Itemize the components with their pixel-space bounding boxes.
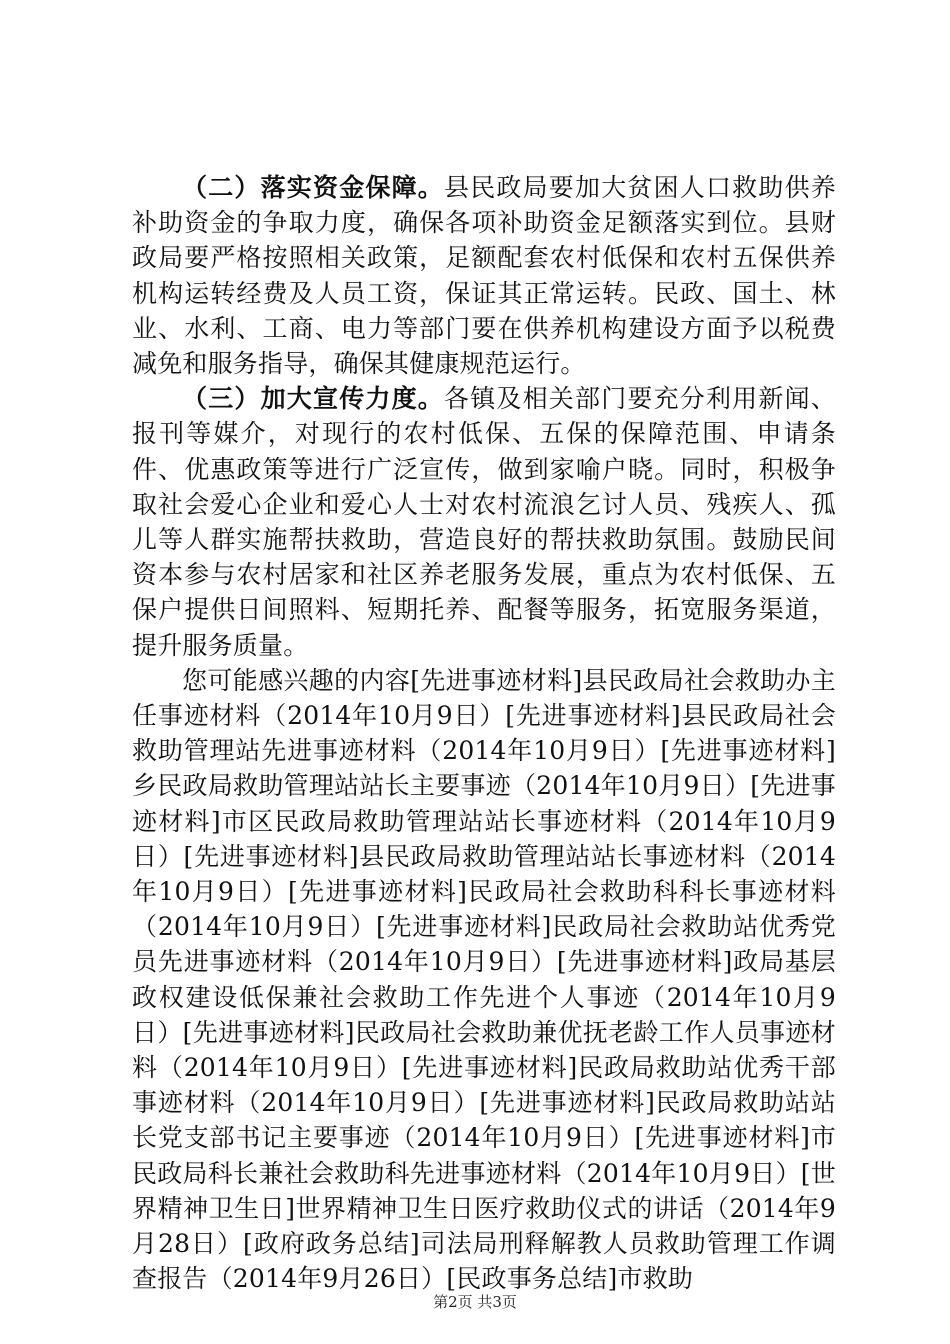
paragraph-publicity — [132, 381, 836, 663]
paragraph-text: 县民政局要加大贫困人口救助供养补助资金的争取力度，确保各项补助资金足额落实到位。县财政局要严格按照相关政策，足额配套农村低保和农村五保供养机构运转经费及人员工资，保证其正常运转。民政、国土、林业、水利、工商、电力等部门要在供养机构建设方面予以税费减免和服务指导，确保其健康规范运行。 — [132, 173, 836, 379]
paragraph-related-content — [132, 663, 836, 1297]
paragraph-text: 各镇及相关部门要充分利用新闻、报刊等媒介，对现行的农村低保、五保的保障范围、申请条件、优惠政策等进行广泛宣传，做到家喻户晓。同时，积极争取社会爱心企业和爱心人士对农村流浪乞讨人员、残疾人、孤儿等人群实施帮扶救助，营造良好的帮扶救助氛围。鼓励民间资本参与农村居家和社区养老服务发展，重点为农村低保、五保户提供日间照料、短期托养、配餐等服务，拓宽服务渠道，提升服务质量。 — [132, 384, 836, 660]
paragraph-funding — [132, 170, 836, 381]
document-body — [132, 170, 836, 1297]
paragraph-heading: （三）加大宣传力度。 — [182, 384, 444, 414]
page-footer — [0, 1292, 950, 1312]
page-number: 第2页 共3页 — [433, 1293, 517, 1311]
paragraph-text: 您可能感兴趣的内容[先进事迹材料]县民政局社会救助办主任事迹材料（2014年10月9日）[先进事迹材料]县民政局社会救助管理站先进事迹材料（2014年10月9日）[先进事迹材料]乡民政局救助管理站站长主要事迹（2014年10月9日）[先进事迹材料]市区民政局救助管理站站长事迹材料（2014年10月9日）[先进事迹材料]县民政局救助管理站站长事迹材料（2014年10月9日）[先进事迹材料]民政局社会救助科科长事迹材料（2014年10月9日）[先进事迹材料]民政局社会救助站优秀党员先进事迹材料（2014年10月9日）[先进事迹材料]政局基层政权建设低保兼社会救助工作先进个人事迹（2014年10月9日）[先进事迹材料]民政局社会救助兼优抚老龄工作人员事迹材料（2014年10月9日）[先进事迹材料]民政局救助站优秀干部事迹材料（2014年10月9日）[先进事迹材料]民政局救助站站长党支部书记主要事迹（2014年10月9日）[先进事迹材料]市民政局科长兼社会救助科先进事迹材料（2014年10月9日）[世界精神卫生日]世界精神卫生日医疗救助仪式的讲话（2014年9月28日）[政府政务总结]司法局刑释解教人员救助管理工作调查报告（2014年9月26日）[民政事务总结]市救助 — [132, 665, 836, 1294]
paragraph-heading: （二）落实资金保障。 — [182, 173, 444, 202]
